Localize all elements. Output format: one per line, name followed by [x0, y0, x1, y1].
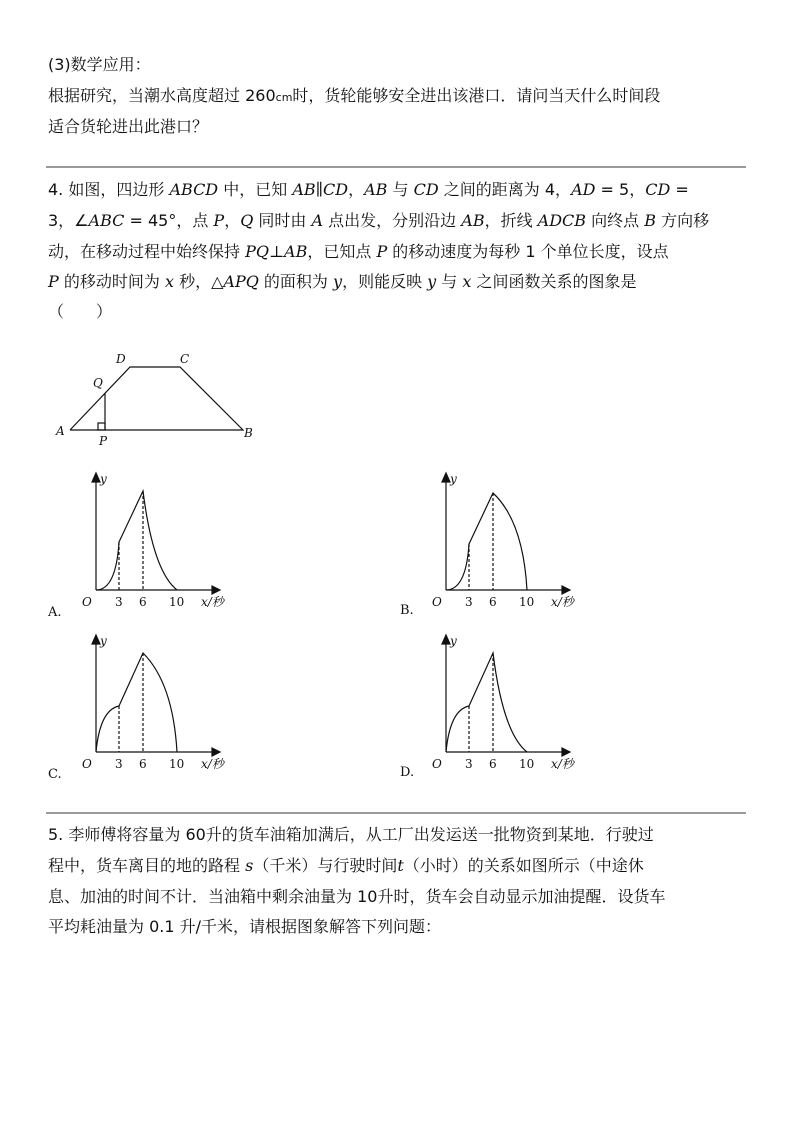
q4-text: 中，已知	[218, 180, 293, 199]
q4-math: y	[427, 272, 437, 291]
label-c: C	[180, 352, 190, 366]
option-b-label[interactable]: B.	[400, 603, 414, 618]
x-arrow	[212, 586, 220, 594]
option-b-graph	[424, 466, 584, 616]
origin-label: O	[432, 595, 442, 609]
q4-text: ，	[348, 180, 365, 199]
tick-10: 10	[169, 595, 185, 609]
curve	[446, 653, 527, 752]
y-label: y	[100, 472, 107, 486]
tick-6: 6	[489, 757, 497, 771]
q4-text: = 5，	[595, 180, 646, 199]
tick-6: 6	[489, 595, 497, 609]
x-label: x/秒	[201, 595, 224, 609]
q4-text: 4. 如图，四边形	[48, 180, 170, 199]
y-arrow	[92, 635, 100, 644]
tick-6: 6	[139, 595, 147, 609]
tick-3: 3	[115, 757, 123, 771]
divider	[46, 812, 746, 814]
q4-math: AD	[571, 180, 596, 199]
y-label: y	[450, 634, 457, 648]
label-p: P	[99, 434, 108, 448]
option-a-label[interactable]: A.	[48, 605, 62, 620]
q4-text: 方向移	[656, 211, 710, 230]
tick-10: 10	[519, 757, 535, 771]
q4-math: Q	[240, 211, 254, 230]
q4-text: 向终点	[586, 211, 645, 230]
x-arrow	[562, 586, 570, 594]
q4-text: 之间的距离为 4，	[438, 180, 572, 199]
q5-math: t	[397, 856, 404, 875]
q4-line4	[48, 272, 637, 292]
q4-math: y	[333, 272, 343, 291]
q4-text: 3，∠	[48, 211, 89, 230]
y-arrow	[92, 473, 100, 482]
q3-unit: cm	[275, 91, 293, 104]
y-arrow	[442, 473, 450, 482]
label-q: Q	[93, 376, 103, 390]
x-label: x/秒	[551, 595, 574, 609]
q4-math: ABC	[88, 211, 125, 230]
q5-line4: 平均耗油量为 0.1 升/千米，请根据图象解答下列问题：	[48, 917, 442, 936]
q4-math: A	[311, 211, 324, 230]
origin-label: O	[82, 757, 92, 771]
tick-6: 6	[139, 757, 147, 771]
curve	[446, 493, 527, 590]
q5-text: （小时）的关系如图所示（中途休	[403, 856, 644, 875]
q3-line2: 适合货轮进出此港口？	[48, 117, 209, 136]
label-b: B	[244, 426, 253, 440]
q4-text: =	[670, 180, 689, 199]
q4-math: AB	[364, 180, 388, 199]
q4-text: ，	[224, 211, 241, 230]
trapezoid-figure	[50, 348, 270, 448]
q4-math: x	[164, 272, 174, 291]
q4-line2	[48, 211, 709, 231]
q4-math: P	[376, 242, 388, 261]
q4-text: 与	[387, 180, 414, 199]
q4-math: CD	[413, 180, 439, 199]
label-a: A	[56, 424, 65, 438]
y-label: y	[100, 634, 107, 648]
option-d-graph	[424, 628, 584, 778]
tick-10: 10	[519, 595, 535, 609]
q5-text: （千米）与行驶时间	[253, 856, 398, 875]
q4-text: 同时由	[253, 211, 312, 230]
q5-line1: 5. 李师傅将容量为 60升的货车油箱加满后，从工厂出发运送一批物资到某地．行驶过	[48, 825, 654, 844]
q4-math: PQ⊥AB	[245, 242, 308, 261]
q4-math: ADCB	[537, 211, 587, 230]
q4-text: 的移动时间为	[58, 272, 165, 291]
q4-math: P	[213, 211, 225, 230]
q4-math: ABCD	[169, 180, 219, 199]
answer-blank: （ ）	[48, 302, 113, 321]
tick-3: 3	[465, 757, 473, 771]
tick-3: 3	[115, 595, 123, 609]
q4-math: AB∥CD	[292, 180, 349, 199]
q3-line1-text: 根据研究，当潮水高度超过 260	[48, 86, 276, 105]
q4-text: 之间函数关系的图象是	[471, 272, 637, 291]
y-arrow	[442, 635, 450, 644]
q4-math: x	[462, 272, 472, 291]
curve	[96, 491, 177, 590]
y-label: y	[450, 472, 457, 486]
x-label: x/秒	[201, 757, 224, 771]
q5-text: 程中，货车离目的地的路程	[48, 856, 246, 875]
option-c-label[interactable]: C.	[48, 767, 62, 782]
right-angle-mark	[98, 423, 105, 430]
q3-line1-text-end: 时，货轮能够安全进出该港口．请问当天什么时间段	[292, 86, 661, 105]
q4-math: APQ	[223, 272, 259, 291]
q4-math: CD	[645, 180, 671, 199]
x-arrow	[212, 748, 220, 756]
q4-text: = 45°，点	[124, 211, 214, 230]
q5-line3: 息、加油的时间不计．当油箱中剩余油量为 10升时，货车会自动显示加油提醒．设货车	[48, 887, 666, 906]
divider	[46, 166, 746, 168]
q4-text: ，则能反映	[342, 272, 428, 291]
q4-text: 动，在移动过程中始终保持	[48, 242, 246, 261]
x-arrow	[562, 748, 570, 756]
q4-text: 点出发，分别沿边	[323, 211, 462, 230]
label-d: D	[116, 352, 126, 366]
q4-text: 的移动速度为每秒 1 个单位长度，设点	[387, 242, 669, 261]
q4-text: 与	[436, 272, 463, 291]
q4-line3	[48, 242, 669, 262]
origin-label: O	[432, 757, 442, 771]
tick-10: 10	[169, 757, 185, 771]
curve	[96, 653, 177, 752]
option-a-graph	[74, 466, 234, 616]
q4-text: ，已知点	[307, 242, 377, 261]
q4-math: AB	[461, 211, 485, 230]
q3-line1	[48, 86, 660, 108]
q4-text: 秒，△	[173, 272, 224, 291]
origin-label: O	[82, 595, 92, 609]
x-label: x/秒	[551, 757, 574, 771]
option-d-label[interactable]: D.	[400, 765, 415, 780]
q4-math: P	[48, 272, 59, 291]
q3-heading: (3)数学应用：	[48, 55, 151, 74]
q5-math: s	[245, 856, 254, 875]
tick-3: 3	[465, 595, 473, 609]
q4-math: B	[644, 211, 657, 230]
option-c-graph	[74, 628, 234, 778]
q4-text: ，折线	[484, 211, 538, 230]
q4-line1	[48, 180, 689, 200]
q5-line2	[48, 856, 644, 876]
q4-text: 的面积为	[258, 272, 334, 291]
